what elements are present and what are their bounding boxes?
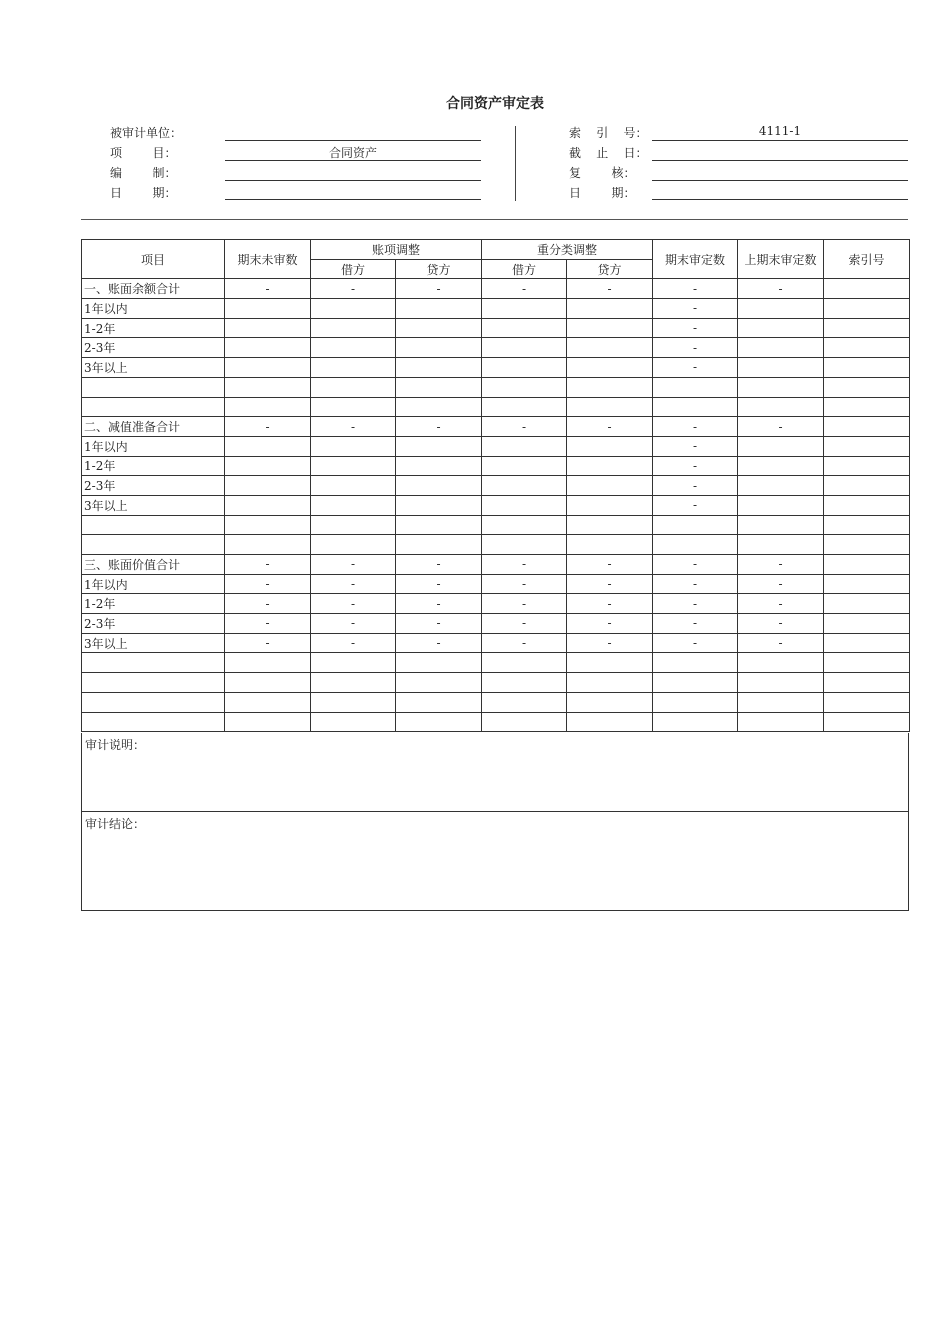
- table-cell[interactable]: [311, 299, 396, 319]
- table-cell[interactable]: [567, 476, 653, 496]
- field-date-right[interactable]: [652, 199, 908, 200]
- table-cell[interactable]: -: [225, 417, 311, 437]
- table-cell[interactable]: [824, 318, 910, 338]
- table-cell[interactable]: [482, 515, 567, 535]
- table-cell[interactable]: -: [311, 417, 396, 437]
- table-cell[interactable]: -: [311, 574, 396, 594]
- table-cell[interactable]: [311, 358, 396, 378]
- table-cell[interactable]: [311, 653, 396, 673]
- label-project: 项 目：: [110, 146, 177, 160]
- table-cell[interactable]: -: [653, 358, 738, 378]
- table-cell[interactable]: [824, 614, 910, 634]
- table-cell[interactable]: [738, 653, 824, 673]
- table-cell[interactable]: -: [653, 574, 738, 594]
- table-row: [82, 594, 910, 614]
- table-cell[interactable]: [482, 535, 567, 555]
- table-cell[interactable]: [567, 673, 653, 693]
- table-cell[interactable]: [311, 318, 396, 338]
- table-cell[interactable]: [567, 495, 653, 515]
- table-cell[interactable]: [225, 456, 311, 476]
- table-cell[interactable]: [824, 555, 910, 575]
- table-cell[interactable]: [824, 574, 910, 594]
- table-row: [82, 555, 910, 575]
- table-cell[interactable]: [482, 299, 567, 319]
- table-cell[interactable]: [824, 338, 910, 358]
- table-cell[interactable]: [396, 397, 482, 417]
- table-cell[interactable]: [824, 436, 910, 456]
- table-row: [82, 633, 910, 653]
- table-cell[interactable]: [653, 692, 738, 712]
- table-cell[interactable]: [482, 456, 567, 476]
- row-label-cell: [82, 377, 225, 397]
- table-cell[interactable]: [396, 318, 482, 338]
- table-cell[interactable]: [225, 692, 311, 712]
- table-cell[interactable]: -: [738, 594, 824, 614]
- table-row: [82, 535, 910, 555]
- table-cell[interactable]: -: [396, 614, 482, 634]
- table-cell[interactable]: -: [482, 417, 567, 437]
- table-cell[interactable]: [225, 495, 311, 515]
- table-cell[interactable]: [738, 712, 824, 732]
- table-cell[interactable]: -: [396, 555, 482, 575]
- table-cell[interactable]: [482, 476, 567, 496]
- row-label-cell: [82, 397, 225, 417]
- table-cell[interactable]: [567, 299, 653, 319]
- table-cell[interactable]: [225, 535, 311, 555]
- table-cell[interactable]: -: [482, 594, 567, 614]
- table-body: [82, 279, 910, 732]
- table-cell[interactable]: -: [396, 574, 482, 594]
- table-cell[interactable]: [482, 436, 567, 456]
- table-cell[interactable]: [567, 338, 653, 358]
- table-cell[interactable]: [567, 515, 653, 535]
- table-cell[interactable]: [824, 358, 910, 378]
- table-cell[interactable]: [653, 377, 738, 397]
- table-cell[interactable]: -: [311, 633, 396, 653]
- table-cell[interactable]: -: [653, 279, 738, 299]
- table-cell[interactable]: [396, 712, 482, 732]
- table-cell[interactable]: [225, 476, 311, 496]
- table-cell[interactable]: -: [567, 574, 653, 594]
- table-cell[interactable]: [824, 456, 910, 476]
- table-cell[interactable]: [567, 397, 653, 417]
- row-label-cell: 1-2年: [82, 594, 225, 614]
- table-cell[interactable]: [311, 712, 396, 732]
- table-cell[interactable]: [396, 673, 482, 693]
- table-cell[interactable]: [653, 535, 738, 555]
- table-cell[interactable]: [225, 299, 311, 319]
- table-cell[interactable]: [738, 673, 824, 693]
- table-cell[interactable]: [396, 476, 482, 496]
- field-date-left[interactable]: [225, 199, 481, 200]
- table-cell[interactable]: -: [738, 614, 824, 634]
- row-label-cell: 3年以上: [82, 358, 225, 378]
- table-row: [82, 279, 910, 299]
- audit-table: [81, 239, 910, 732]
- table-cell[interactable]: [311, 456, 396, 476]
- table-cell[interactable]: [567, 318, 653, 338]
- table-cell[interactable]: [738, 358, 824, 378]
- table-cell[interactable]: [396, 456, 482, 476]
- table-cell[interactable]: [738, 456, 824, 476]
- table-cell[interactable]: [482, 338, 567, 358]
- table-row: [82, 712, 910, 732]
- value-project: 合同资产: [328, 146, 377, 160]
- col-reclass-debit: 借方: [482, 259, 567, 279]
- header-divider: [515, 126, 516, 201]
- table-cell[interactable]: [824, 633, 910, 653]
- table-cell[interactable]: [738, 476, 824, 496]
- label-audited-entity: 被审计单位：: [110, 126, 183, 140]
- table-row: [82, 673, 910, 693]
- table-cell[interactable]: -: [567, 417, 653, 437]
- table-cell[interactable]: [653, 712, 738, 732]
- table-cell[interactable]: [738, 515, 824, 535]
- table-cell[interactable]: -: [653, 299, 738, 319]
- table-cell[interactable]: [738, 299, 824, 319]
- table-row: [82, 358, 910, 378]
- table-cell[interactable]: -: [653, 338, 738, 358]
- table-cell[interactable]: -: [653, 318, 738, 338]
- field-index-no[interactable]: [652, 140, 908, 141]
- audit-conclusion-box[interactable]: [81, 812, 909, 911]
- header-rule: [81, 219, 908, 220]
- table-cell[interactable]: [225, 338, 311, 358]
- table-cell[interactable]: [824, 673, 910, 693]
- table-cell[interactable]: [311, 535, 396, 555]
- col-reclass: 重分类调整: [482, 240, 653, 260]
- table-cell[interactable]: -: [225, 555, 311, 575]
- label-preparer: 编 制：: [110, 166, 177, 180]
- table-cell[interactable]: [396, 358, 482, 378]
- table-cell[interactable]: [482, 377, 567, 397]
- label-date-right: 日 期：: [569, 186, 636, 200]
- table-cell[interactable]: [225, 436, 311, 456]
- table-cell[interactable]: [311, 692, 396, 712]
- col-item: 项目: [82, 240, 225, 279]
- table-cell[interactable]: -: [567, 614, 653, 634]
- table-cell[interactable]: [311, 673, 396, 693]
- table-cell[interactable]: [567, 358, 653, 378]
- table-cell[interactable]: -: [225, 633, 311, 653]
- table-row: [82, 318, 910, 338]
- table-cell[interactable]: [824, 397, 910, 417]
- row-label-cell: [82, 692, 225, 712]
- table-row: [82, 377, 910, 397]
- table-row: [82, 653, 910, 673]
- table-row: [82, 515, 910, 535]
- table-cell[interactable]: [738, 535, 824, 555]
- table-cell[interactable]: [567, 535, 653, 555]
- table-cell[interactable]: -: [567, 594, 653, 614]
- label-date-left: 日 期：: [110, 186, 177, 200]
- label-index-no: 索 引 号：: [569, 126, 648, 140]
- row-label-cell: 3年以上: [82, 495, 225, 515]
- row-label-cell: 3年以上: [82, 633, 225, 653]
- table-cell[interactable]: -: [567, 279, 653, 299]
- table-row: [82, 299, 910, 319]
- table-row: [82, 417, 910, 437]
- table-cell[interactable]: -: [653, 417, 738, 437]
- table-cell[interactable]: -: [225, 574, 311, 594]
- table-cell[interactable]: -: [653, 555, 738, 575]
- row-label-cell: 1年以内: [82, 436, 225, 456]
- table-cell[interactable]: [396, 692, 482, 712]
- table-cell[interactable]: [225, 318, 311, 338]
- table-cell[interactable]: [482, 397, 567, 417]
- table-cell[interactable]: [311, 476, 396, 496]
- table-cell[interactable]: [567, 377, 653, 397]
- row-label-cell: 1年以内: [82, 574, 225, 594]
- table-cell[interactable]: [738, 318, 824, 338]
- field-reviewer[interactable]: [652, 180, 908, 181]
- table-cell[interactable]: [824, 417, 910, 437]
- row-label-cell: 一、账面余额合计: [82, 279, 225, 299]
- table-row: [82, 476, 910, 496]
- table-cell[interactable]: -: [482, 614, 567, 634]
- table-cell[interactable]: [824, 692, 910, 712]
- table-cell[interactable]: [396, 535, 482, 555]
- row-label-cell: [82, 673, 225, 693]
- table-cell[interactable]: [482, 318, 567, 338]
- table-row: [82, 397, 910, 417]
- row-label-cell: 2-3年: [82, 338, 225, 358]
- table-cell[interactable]: -: [653, 495, 738, 515]
- table-cell[interactable]: [824, 495, 910, 515]
- table-cell[interactable]: -: [396, 594, 482, 614]
- table-cell[interactable]: [225, 712, 311, 732]
- table-cell[interactable]: -: [311, 614, 396, 634]
- table-cell[interactable]: -: [738, 417, 824, 437]
- table-cell[interactable]: -: [653, 614, 738, 634]
- audit-conclusion-label: 审计结论：: [85, 817, 146, 831]
- row-label-cell: [82, 515, 225, 535]
- table-cell[interactable]: -: [567, 555, 653, 575]
- value-index-no: 4111-1: [758, 124, 802, 138]
- table-cell[interactable]: -: [567, 633, 653, 653]
- row-label-cell: 三、账面价值合计: [82, 555, 225, 575]
- table-cell[interactable]: [482, 358, 567, 378]
- field-audited-entity[interactable]: [225, 140, 481, 141]
- table-cell[interactable]: [567, 692, 653, 712]
- table-cell[interactable]: -: [738, 574, 824, 594]
- row-label-cell: 1年以内: [82, 299, 225, 319]
- table-cell[interactable]: [225, 673, 311, 693]
- table-row: [82, 574, 910, 594]
- table-cell[interactable]: -: [396, 633, 482, 653]
- table-cell[interactable]: [567, 653, 653, 673]
- table-cell[interactable]: [225, 377, 311, 397]
- table-row: [82, 436, 910, 456]
- col-unaudited: 期末未审数: [225, 240, 311, 279]
- table-cell[interactable]: [738, 692, 824, 712]
- table-cell[interactable]: -: [396, 279, 482, 299]
- table-cell[interactable]: -: [311, 279, 396, 299]
- table-cell[interactable]: [311, 397, 396, 417]
- label-cutoff-date: 截 止 日：: [569, 146, 648, 160]
- table-cell[interactable]: [567, 456, 653, 476]
- table-cell[interactable]: [738, 436, 824, 456]
- label-reviewer: 复 核：: [569, 166, 636, 180]
- table-cell[interactable]: [824, 299, 910, 319]
- table-cell[interactable]: [482, 495, 567, 515]
- table-cell[interactable]: [311, 495, 396, 515]
- table-cell[interactable]: [225, 358, 311, 378]
- table-cell[interactable]: [653, 515, 738, 535]
- table-cell[interactable]: [653, 653, 738, 673]
- table-cell[interactable]: [738, 495, 824, 515]
- row-label-cell: 二、减值准备合计: [82, 417, 225, 437]
- table-cell[interactable]: [396, 377, 482, 397]
- table-cell[interactable]: [738, 397, 824, 417]
- table-cell[interactable]: [482, 653, 567, 673]
- table-cell[interactable]: [225, 653, 311, 673]
- table-cell[interactable]: -: [653, 476, 738, 496]
- col-prior: 上期末审定数: [738, 240, 824, 279]
- table-row: [82, 614, 910, 634]
- row-label-cell: [82, 535, 225, 555]
- table-cell[interactable]: [824, 535, 910, 555]
- table-cell[interactable]: [311, 338, 396, 358]
- table-cell[interactable]: -: [482, 555, 567, 575]
- col-adjust: 账项调整: [311, 240, 482, 260]
- table-cell[interactable]: [311, 436, 396, 456]
- row-label-cell: 1-2年: [82, 456, 225, 476]
- table-cell[interactable]: [824, 594, 910, 614]
- table-cell[interactable]: [824, 377, 910, 397]
- table-cell[interactable]: [396, 338, 482, 358]
- table-cell[interactable]: [396, 495, 482, 515]
- table-cell[interactable]: [396, 299, 482, 319]
- audit-explanation-label: 审计说明：: [85, 738, 146, 752]
- row-label-cell: 1-2年: [82, 318, 225, 338]
- table-row: [82, 495, 910, 515]
- table-cell[interactable]: -: [482, 633, 567, 653]
- table-cell[interactable]: -: [653, 436, 738, 456]
- table-cell[interactable]: [824, 279, 910, 299]
- table-cell[interactable]: -: [225, 614, 311, 634]
- table-cell[interactable]: [225, 515, 311, 535]
- table-cell[interactable]: [824, 476, 910, 496]
- table-cell[interactable]: -: [482, 279, 567, 299]
- col-reclass-credit: 贷方: [567, 259, 653, 279]
- row-label-cell: [82, 653, 225, 673]
- table-cell[interactable]: -: [225, 594, 311, 614]
- row-label-cell: 2-3年: [82, 614, 225, 634]
- table-cell[interactable]: -: [738, 633, 824, 653]
- table-row: [82, 338, 910, 358]
- row-label-cell: [82, 712, 225, 732]
- table-cell[interactable]: [738, 377, 824, 397]
- table-cell[interactable]: [567, 712, 653, 732]
- table-row: [82, 456, 910, 476]
- table-cell[interactable]: -: [653, 633, 738, 653]
- table-cell[interactable]: [567, 436, 653, 456]
- table-cell[interactable]: -: [738, 555, 824, 575]
- table-cell[interactable]: -: [482, 574, 567, 594]
- col-index: 索引号: [824, 240, 910, 279]
- table-cell[interactable]: [482, 692, 567, 712]
- table-cell[interactable]: -: [396, 417, 482, 437]
- col-audited: 期末审定数: [653, 240, 738, 279]
- col-adjust-debit: 借方: [311, 259, 396, 279]
- table-cell[interactable]: [824, 653, 910, 673]
- col-adjust-credit: 贷方: [396, 259, 482, 279]
- table-cell[interactable]: -: [738, 279, 824, 299]
- field-cutoff-date[interactable]: [652, 160, 908, 161]
- table-cell[interactable]: [653, 673, 738, 693]
- table-cell[interactable]: -: [653, 456, 738, 476]
- table-row: [82, 692, 910, 712]
- table-cell[interactable]: [396, 653, 482, 673]
- table-cell[interactable]: [482, 673, 567, 693]
- table-cell[interactable]: -: [653, 594, 738, 614]
- table-cell[interactable]: [653, 397, 738, 417]
- table-cell[interactable]: [225, 397, 311, 417]
- table-cell[interactable]: [396, 515, 482, 535]
- table-cell[interactable]: -: [311, 594, 396, 614]
- table-cell[interactable]: [396, 436, 482, 456]
- table-cell[interactable]: [311, 515, 396, 535]
- table-cell[interactable]: [824, 515, 910, 535]
- field-preparer[interactable]: [225, 180, 481, 181]
- table-cell[interactable]: [824, 712, 910, 732]
- table-cell[interactable]: [482, 712, 567, 732]
- audit-explanation-box[interactable]: [81, 733, 909, 812]
- table-cell[interactable]: [311, 377, 396, 397]
- table-cell[interactable]: -: [225, 279, 311, 299]
- table-cell[interactable]: -: [311, 555, 396, 575]
- page-title: 合同资产审定表: [446, 96, 544, 112]
- table-cell[interactable]: [738, 338, 824, 358]
- row-label-cell: 2-3年: [82, 476, 225, 496]
